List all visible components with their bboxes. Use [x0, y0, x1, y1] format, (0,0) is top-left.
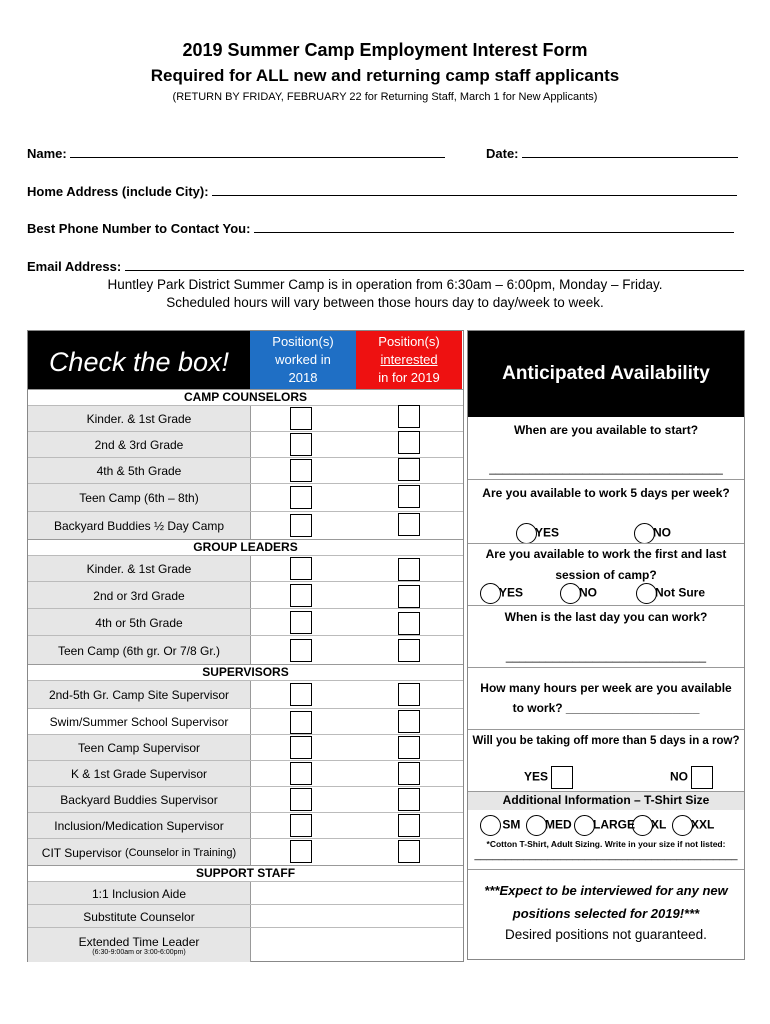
row-label: K & 1st Grade Supervisor — [28, 761, 251, 787]
row-label: Teen Camp (6th – 8th) — [28, 484, 251, 512]
row-label: Teen Camp (6th gr. Or 7/8 Gr.) — [28, 636, 251, 665]
positions-table — [27, 330, 464, 962]
checkbox-2018[interactable] — [290, 683, 312, 706]
checkbox-2019[interactable] — [398, 558, 420, 581]
radio-circle[interactable] — [526, 815, 547, 836]
operation-info: Huntley Park District Summer Camp is in operation from 6:30am – 6:00pm, Monday – Friday. — [107, 277, 663, 292]
checkbox-yes[interactable] — [551, 766, 573, 789]
email-field[interactable] — [27, 258, 744, 274]
checkbox-2019[interactable] — [398, 840, 420, 863]
checkbox-2019[interactable] — [398, 585, 420, 608]
row-label: 2nd or 3rd Grade — [28, 582, 251, 609]
table-row — [28, 904, 463, 928]
row-label: Teen Camp Supervisor — [28, 735, 251, 761]
form-subtitle: Required for ALL new and returning camp staff applicants — [150, 66, 620, 85]
start-question: When are you available to start? — [513, 423, 699, 437]
row-label: CIT Supervisor (Counselor in Training) — [28, 839, 251, 866]
radio-circle[interactable] — [632, 815, 653, 836]
name-label: Name: — [27, 146, 67, 161]
email-label: Email Address: — [27, 259, 122, 274]
five-days-question: Are you available to work 5 days per week? — [482, 486, 730, 500]
checkbox-2018[interactable] — [290, 814, 312, 837]
address-label: Home Address (include City): — [27, 184, 209, 199]
five-days-no[interactable]: NO — [634, 523, 671, 544]
checkbox-2018[interactable] — [290, 557, 312, 580]
shirt-size-line[interactable]: ___________________________________________ — [474, 849, 738, 861]
phone-label: Best Phone Number to Contact You: — [27, 221, 251, 236]
interview-note: ***Expect to be interviewed for any new — [484, 883, 728, 898]
date-line[interactable] — [522, 145, 738, 158]
checkbox-2018[interactable] — [290, 762, 312, 785]
checkbox-no[interactable] — [691, 766, 713, 789]
last-day-question: When is the last day you can work? — [504, 610, 708, 624]
checkbox-2018[interactable] — [290, 584, 312, 607]
row-label: Kinder. & 1st Grade — [28, 406, 251, 432]
return-note: (RETURN BY FRIDAY, FEBRUARY 22 for Returning Staff, March 1 for New Applicants) — [172, 91, 598, 103]
interview-note-cont: positions selected for 2019!*** — [512, 906, 700, 921]
additional-info-heading: Additional Information – T-Shirt Size — [502, 793, 710, 807]
row-label: 4th & 5th Grade — [28, 458, 251, 484]
row-label: 4th or 5th Grade — [28, 609, 251, 636]
section-support-staff: SUPPORT STAFF — [28, 865, 463, 882]
guarantee-note: Desired positions not guaranteed. — [505, 927, 707, 942]
section-camp-counselors: CAMP COUNSELORS — [28, 389, 463, 406]
check-the-box-header: Check the box! — [28, 331, 250, 393]
radio-circle[interactable] — [480, 815, 501, 836]
size-xxl[interactable]: XXL — [672, 815, 714, 836]
row-label: Inclusion/Medication Supervisor — [28, 813, 251, 839]
checkbox-2018[interactable] — [290, 514, 312, 537]
phone-line[interactable] — [254, 220, 734, 233]
size-xl[interactable]: XL — [632, 815, 666, 836]
checkbox-2018[interactable] — [290, 486, 312, 509]
checkbox-2018[interactable] — [290, 711, 312, 734]
row-label: Swim/Summer School Supervisor — [28, 709, 251, 735]
name-field[interactable] — [27, 145, 445, 161]
hours-info: Scheduled hours will vary between those hours day to day/week to week. — [166, 295, 604, 310]
row-label: Backyard Buddies ½ Day Camp — [28, 512, 251, 540]
row-label: Extended Time Leader (6:30-9:00am or 3:00-6:00pm) — [28, 928, 251, 962]
radio-circle[interactable] — [560, 583, 581, 604]
days-off-question: Will you be taking off more than 5 days in a row? — [472, 735, 740, 747]
table-row — [28, 881, 463, 905]
size-large[interactable]: LARGE — [574, 815, 635, 836]
checkbox-2019[interactable] — [398, 405, 420, 428]
last-day-answer-line[interactable]: ______________________________ — [505, 649, 707, 663]
availability-panel — [467, 330, 745, 960]
row-label: 1:1 Inclusion Aide — [28, 882, 251, 905]
checkbox-2019[interactable] — [398, 788, 420, 811]
five-days-yes[interactable]: YES — [516, 523, 559, 544]
first-last-question-cont: session of camp? — [555, 568, 657, 582]
checkbox-2018[interactable] — [290, 407, 312, 430]
days-off-yes[interactable]: YES — [524, 766, 573, 789]
checkbox-2019[interactable] — [398, 485, 420, 508]
date-field[interactable] — [486, 145, 738, 161]
hours-question: How many hours per week are you available — [480, 681, 732, 695]
phone-field[interactable] — [27, 220, 734, 236]
checkbox-2019[interactable] — [398, 431, 420, 454]
checkbox-2019[interactable] — [398, 612, 420, 635]
first-last-no[interactable]: NO — [560, 583, 597, 604]
checkbox-2019[interactable] — [398, 639, 420, 662]
first-last-yes[interactable]: YES — [480, 583, 523, 604]
checkbox-2019[interactable] — [398, 710, 420, 733]
row-label: 2nd & 3rd Grade — [28, 432, 251, 458]
radio-circle[interactable] — [636, 583, 657, 604]
checkbox-2018[interactable] — [290, 611, 312, 634]
radio-circle[interactable] — [516, 523, 537, 544]
table-row — [28, 927, 463, 962]
row-label: Substitute Counselor — [28, 905, 251, 928]
size-med[interactable]: MED — [526, 815, 572, 836]
first-last-question: Are you available to work the first and last — [485, 547, 727, 561]
first-last-not-sure[interactable]: Not Sure — [636, 583, 705, 604]
section-group-leaders: GROUP LEADERS — [28, 539, 463, 556]
email-line[interactable] — [125, 258, 744, 271]
start-answer-line[interactable]: ___________________________________ — [489, 461, 723, 475]
name-line[interactable] — [70, 145, 445, 158]
checkbox-2018[interactable] — [290, 433, 312, 456]
checkbox-2019[interactable] — [398, 736, 420, 759]
checkbox-2018[interactable] — [290, 736, 312, 759]
checkbox-2019[interactable] — [398, 458, 420, 481]
row-label: Kinder. & 1st Grade — [28, 556, 251, 582]
address-field[interactable] — [27, 183, 737, 199]
radio-circle[interactable] — [672, 815, 693, 836]
section-supervisors: SUPERVISORS — [28, 664, 463, 681]
address-line[interactable] — [212, 183, 737, 196]
days-off-no[interactable]: NO — [670, 766, 713, 789]
checkbox-2019[interactable] — [398, 683, 420, 706]
size-sm[interactable]: SM — [480, 815, 520, 836]
checkbox-2019[interactable] — [398, 762, 420, 785]
checkbox-2018[interactable] — [290, 788, 312, 811]
checkbox-2019[interactable] — [398, 513, 420, 536]
worked-in-2018-header: Position(s) worked in 2018 — [250, 331, 356, 389]
checkbox-2019[interactable] — [398, 814, 420, 837]
radio-circle[interactable] — [634, 523, 655, 544]
interested-2019-header: Position(s) interested in for 2019 — [356, 331, 462, 389]
shirt-note: *Cotton T-Shirt, Adult Sizing. Write in your size if not listed: — [486, 839, 726, 849]
date-label: Date: — [486, 146, 519, 161]
form-title: 2019 Summer Camp Employment Interest Form — [182, 40, 588, 60]
hours-question-cont[interactable]: to work? ____________________ — [512, 701, 700, 715]
checkbox-2018[interactable] — [290, 840, 312, 863]
row-label: Backyard Buddies Supervisor — [28, 787, 251, 813]
radio-circle[interactable] — [480, 583, 501, 604]
checkbox-2018[interactable] — [290, 639, 312, 662]
radio-circle[interactable] — [574, 815, 595, 836]
row-label: 2nd-5th Gr. Camp Site Supervisor — [28, 681, 251, 709]
availability-title: Anticipated Availability — [468, 331, 744, 417]
checkbox-2018[interactable] — [290, 459, 312, 482]
